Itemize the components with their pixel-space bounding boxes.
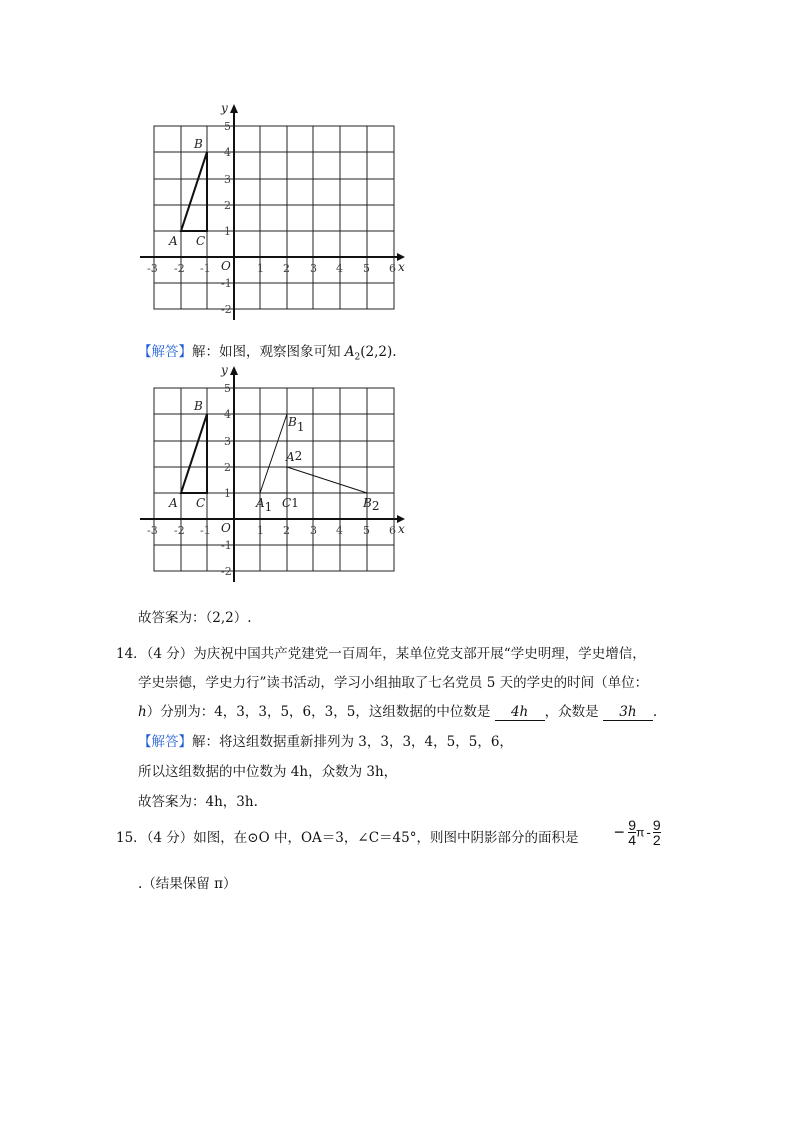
y-tick: 1 — [224, 225, 231, 238]
answer-text: 解：如图，观察图象可知 — [192, 344, 345, 360]
point-label-c1: C1 — [282, 496, 299, 510]
q14-text: ，众数是 — [544, 704, 599, 720]
point-label-a2: A2 — [286, 449, 303, 464]
point-label-b2: B2 — [363, 496, 380, 513]
pi-symbol: π — [636, 825, 645, 840]
x-tick: 6 — [389, 262, 396, 275]
y-axis-label: y — [221, 363, 228, 377]
answer-bracket: 【解答】 — [138, 344, 192, 360]
x-tick: 2 — [283, 262, 290, 275]
fraction-9-4: $\frac{9}{4}$ — [628, 817, 637, 848]
y-tick: 5 — [224, 382, 231, 395]
x-tick: 4 — [336, 262, 343, 275]
coordinate-graph-2 — [135, 362, 415, 587]
y-tick: 2 — [224, 461, 231, 474]
solution-text: 解：将这组数据重新排列为 3，3，3，4，5，5，6， — [192, 734, 513, 750]
x-tick: 1 — [257, 524, 264, 537]
coordinate-graph-1 — [135, 100, 415, 325]
q14-solution-line2: 所以这组数据的中位数为 4h，众数为 3h， — [138, 764, 398, 780]
point-label-a: A — [169, 496, 178, 510]
x-tick: -2 — [174, 524, 185, 537]
triangle-a2b2 — [287, 467, 367, 493]
x-tick: -1 — [200, 262, 211, 275]
x-tick: 4 — [336, 524, 343, 537]
triangle-abc — [181, 152, 207, 231]
y-tick: -2 — [221, 303, 232, 316]
answer-final-13: 故答案为：（2,2）. — [138, 610, 252, 626]
triangle-abc — [181, 414, 207, 493]
x-tick: 6 — [389, 524, 396, 537]
point-label-b: B — [194, 399, 203, 413]
x-tick: 1 — [257, 262, 264, 275]
grid — [154, 388, 394, 571]
q15-text: 15．（4 分）如图，在⊙O 中，OA＝3，∠C＝45°，则图中阴影部分的面积是 — [116, 830, 579, 846]
fraction-9-2: $\frac{9}{2}$ — [652, 817, 661, 848]
y-tick: -1 — [221, 277, 232, 290]
x-tick: 5 — [363, 262, 370, 275]
origin-label: O — [221, 521, 231, 535]
x-tick: -1 — [200, 524, 211, 537]
point-label-c: C — [196, 496, 206, 510]
q15-line2: .（结果保留 π） — [138, 876, 237, 892]
y-axis-label: y — [221, 101, 228, 115]
y-tick: 3 — [224, 173, 231, 186]
unit-h: h — [138, 704, 147, 720]
y-tick: -1 — [221, 539, 232, 552]
q15-line1 — [116, 826, 578, 846]
q14-text: ）分别为：4，3，3，5，6，3，5，这组数据的中位数是 — [146, 704, 491, 720]
x-tick: -2 — [174, 262, 185, 275]
y-tick: -2 — [221, 565, 232, 578]
answer-dash: - — [646, 825, 651, 840]
answer-subscript: 2 — [354, 352, 361, 363]
q14-line1: 14．（4 分）为庆祝中国共产党建党一百周年，某单位党支部开展“学史明理，学史增信， — [116, 646, 646, 662]
x-axis-label: x — [398, 260, 405, 274]
point-label-a1: A1 — [256, 496, 273, 514]
answer-minus: − — [614, 822, 625, 842]
q14-text: . — [652, 704, 658, 720]
triangle-a1b1c1 — [260, 414, 287, 493]
point-label-b1: B1 — [288, 415, 305, 434]
point-label-c: C — [196, 234, 206, 248]
x-tick: 3 — [310, 262, 317, 275]
q14-final: 故答案为：4h，3h. — [138, 794, 258, 810]
x-tick: 3 — [310, 524, 317, 537]
x-tick: 2 — [283, 524, 290, 537]
q14-line3 — [138, 700, 657, 721]
y-tick: 3 — [224, 435, 231, 448]
grid — [154, 126, 394, 309]
q15-answer — [614, 818, 661, 847]
answer-point: A — [344, 344, 355, 360]
y-tick: 1 — [224, 487, 231, 500]
x-tick: -3 — [147, 262, 158, 275]
x-axis-label: x — [398, 522, 405, 536]
answer-coords: (2,2). — [360, 344, 397, 360]
q14-solution-line1 — [138, 730, 513, 750]
point-label-a: A — [169, 234, 178, 248]
x-tick: -3 — [147, 524, 158, 537]
blank-median: 4h — [495, 704, 545, 721]
y-tick: 4 — [224, 146, 231, 159]
point-label-b: B — [194, 137, 203, 151]
answer-line-13 — [138, 340, 397, 363]
y-axis-arrow — [230, 366, 238, 375]
x-tick: 5 — [363, 524, 370, 537]
answer-bracket: 【解答】 — [138, 734, 192, 750]
y-tick: 2 — [224, 199, 231, 212]
y-axis-arrow — [230, 104, 238, 113]
blank-mode: 3h — [603, 704, 653, 721]
y-tick: 5 — [224, 120, 231, 133]
q14-line2: 学史崇德，学史力行”读书活动，学习小组抽取了七名党员 5 天的学史的时间（单位： — [138, 675, 649, 691]
y-tick: 4 — [224, 408, 231, 421]
origin-label: O — [221, 259, 231, 273]
